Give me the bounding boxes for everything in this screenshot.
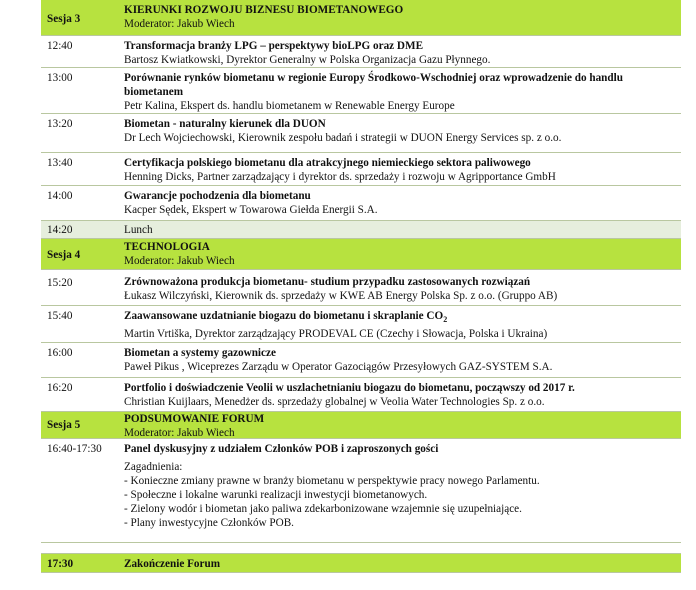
item-speaker: Paweł Pikus , Wiceprezes Zarządu w Operator Gazociągów Przesyłowych GAZ-SYSTEM S.A. [124,361,553,373]
agenda-item [41,153,681,186]
item-speaker: Christian Kuijlaars, Menedżer ds. sprzedaży globalnej w Veolia Water Technologies Sp. z o.o. [124,396,545,408]
item-speaker: Bartosz Kwiatkowski, Dyrektor Generalny w Polska Organizacja Gazu Płynnego. [124,54,491,66]
item-time: 13:00 [47,72,73,84]
item-time: 15:40 [47,310,73,322]
item-time: 13:40 [47,157,73,169]
item-title: Zrównoważona produkcja biometanu- studium przypadku zastosowanych rozwiązań [124,276,531,288]
session-header-3 [41,0,681,36]
item-time: 13:20 [47,118,73,130]
lunch-time: 14:20 [47,224,73,236]
session-moderator: Moderator: Jakub Wiech [124,427,235,439]
session-header-4 [41,239,681,270]
session-label: Sesja 4 [47,249,81,261]
topic-item: - Zielony wodór i biometan jako paliwa zdekarbonizowane wzajemnie się uzupełniające. [124,503,522,515]
item-title: Transformacja branży LPG – perspektywy bioLPG oraz DME [124,40,424,52]
item-speaker: Łukasz Wilczyński, Kierownik ds. sprzedaży w KWE AB Energy Polska Sp. z o.o. (Gruppo AB) [124,290,558,302]
item-speaker: Henning Dicks, Partner zarządzający i dyrektor ds. sprzedaży i rozwoju w Agripportance GmbH [124,171,556,183]
agenda-item [41,378,681,412]
item-title: Zaawansowane uzdatnianie biogazu do biometanu i skraplanie $CO_2$ [124,310,448,325]
panel-time: 16:40-17:30 [47,443,102,455]
closing-label: Zakończenie Forum [124,558,221,570]
item-title: Gwarancje pochodzenia dla biometanu [124,190,311,202]
item-speaker: Kacper Sędek, Ekspert w Towarowa Giełda Energii S.A. [124,204,378,216]
item-speaker: Martin Vrtiška, Dyrektor zarządzający PRODEVAL CE (Czechy i Słowacja, Polska i Ukraina) [124,328,548,341]
item-title: Biometan a systemy gazownicze [124,347,276,359]
closing-row [41,553,681,573]
session-title: PODSUMOWANIE FORUM [124,413,265,425]
topic-item: - Społeczne i lokalne warunki realizacji inwestycji biometanowych. [124,489,428,501]
agenda-item [41,68,681,114]
session-title: KIERUNKI ROZWOJU BIZNESU BIOMETANOWEGO [124,4,404,16]
agenda-item [41,114,681,153]
session-label: Sesja 5 [47,419,81,431]
session-title: TECHNOLOGIA [124,241,210,253]
item-time: 15:20 [47,277,73,289]
lunch-row [41,221,681,239]
item-title: Biometan - naturalny kierunek dla DUON [124,118,326,130]
item-title: Porównanie rynków biometanu w regionie Europy Środkowo-Wschodniej oraz wprowadzenie do handlu biometanem [124,72,623,98]
topics-label: Zagadnienia: [124,461,183,473]
topic-item: - Plany inwestycyjne Członków POB. [124,517,294,529]
item-time: 14:00 [47,190,73,202]
item-time: 12:40 [47,40,73,52]
item-speaker: Petr Kalina, Ekspert ds. handlu biometanem w Renewable Energy Europe [124,100,455,112]
session-label: Sesja 3 [47,13,81,25]
agenda-item [41,306,681,343]
lunch-label: Lunch [124,224,153,236]
item-time: 16:00 [47,347,73,359]
item-time: 16:20 [47,382,73,394]
panel-title: Panel dyskusyjny z udziałem Członków POB i zaproszonych gości [124,443,439,455]
agenda-table [41,0,681,573]
session-moderator: Moderator: Jakub Wiech [124,255,235,267]
co2-subscript: 2 [443,315,448,325]
agenda-item [41,186,681,221]
session-header-5 [41,412,681,439]
agenda-item [41,343,681,378]
session-moderator: Moderator: Jakub Wiech [124,18,235,30]
agenda-item [41,270,681,306]
item-speaker: Dr Lech Wojciechowski, Kierownik zespołu badań i strategii w DUON Energy Services sp. z o.o. [124,132,562,144]
item-title: Certyfikacja polskiego biometanu dla atrakcyjnego niemieckiego sektora paliwowego [124,157,531,169]
panel-item [41,439,681,543]
topic-item: - Konieczne zmiany prawne w branży biometanu w perspektywie pracy nowego Parlamentu. [124,475,540,487]
agenda-item [41,36,681,68]
spacer [41,543,681,553]
item-title: Portfolio i doświadczenie Veolii w uszlachetnianiu biogazu do biometanu, począwszy od 2017 r. [124,382,575,394]
closing-time: 17:30 [47,558,74,570]
